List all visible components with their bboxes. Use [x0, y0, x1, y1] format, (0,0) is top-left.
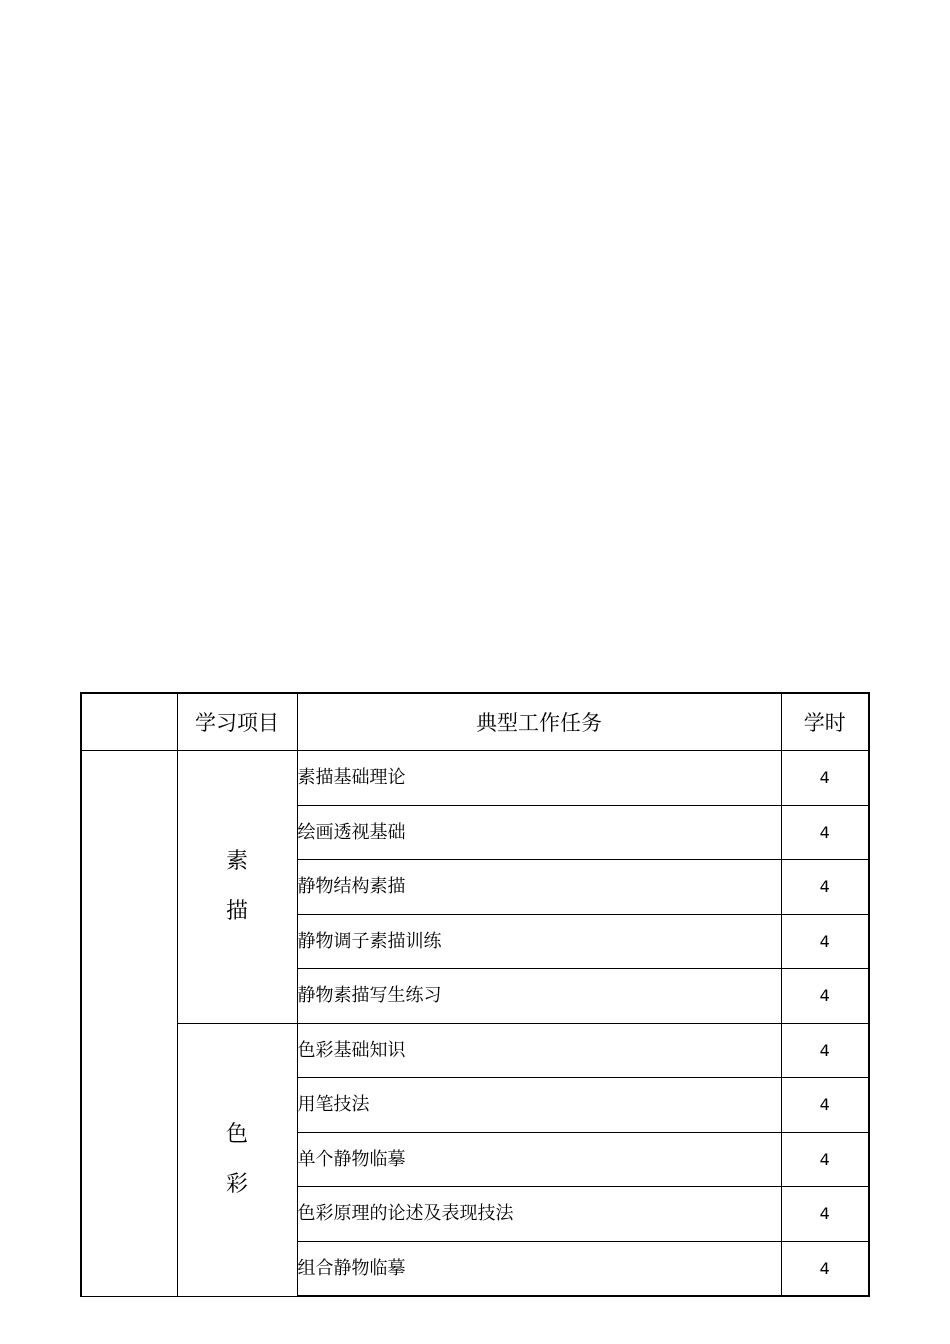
hours-cell: 4	[781, 751, 869, 806]
task-label: 用笔技法	[297, 1094, 370, 1115]
table-row	[81, 751, 869, 806]
curriculum-table	[80, 692, 870, 1297]
project-cell-color	[177, 1023, 297, 1296]
task-cell	[297, 1078, 781, 1133]
task-cell	[297, 1187, 781, 1242]
task-label: 绘画透视基础	[297, 821, 406, 843]
task-label: 素描基础理论	[297, 767, 406, 788]
task-cell	[297, 1241, 781, 1296]
task-label: 静物素描写生练习	[297, 985, 442, 1006]
table-header-row	[81, 693, 869, 751]
task-cell	[297, 805, 781, 860]
hours-cell: 4	[781, 1023, 869, 1078]
header-project: 学习项目	[177, 693, 297, 751]
header-blank-cell	[81, 693, 177, 751]
hours-cell: 4	[781, 1078, 869, 1133]
task-cell	[297, 1023, 781, 1078]
task-cell	[297, 751, 781, 806]
task-label: 色彩基础知识	[297, 1039, 406, 1061]
hours-cell: 4	[781, 860, 869, 915]
table-row	[81, 1023, 869, 1078]
hours-cell: 4	[781, 805, 869, 860]
hours-cell: 4	[781, 1187, 869, 1242]
task-label: 色彩原理的论述及表现技法	[297, 1203, 514, 1224]
task-cell	[297, 860, 781, 915]
task-label: 单个静物临摹	[297, 1148, 406, 1170]
task-label: 组合静物临摹	[297, 1257, 406, 1279]
project-char: 色	[225, 1121, 248, 1147]
header-hours: 学时	[781, 693, 869, 751]
project-cell-sketch	[177, 751, 297, 1024]
project-char: 素	[225, 848, 248, 874]
blank-column-cell	[81, 751, 177, 1297]
hours-cell: 4	[781, 1241, 869, 1296]
task-cell	[297, 969, 781, 1024]
header-task: 典型工作任务	[297, 693, 781, 751]
project-char: 彩	[225, 1171, 248, 1197]
hours-cell: 4	[781, 969, 869, 1024]
hours-cell: 4	[781, 914, 869, 969]
task-label: 静物调子素描训练	[297, 930, 442, 952]
task-label: 静物结构素描	[297, 876, 406, 897]
task-cell	[297, 1132, 781, 1187]
project-char: 描	[225, 898, 248, 924]
hours-cell: 4	[781, 1132, 869, 1187]
task-cell	[297, 914, 781, 969]
